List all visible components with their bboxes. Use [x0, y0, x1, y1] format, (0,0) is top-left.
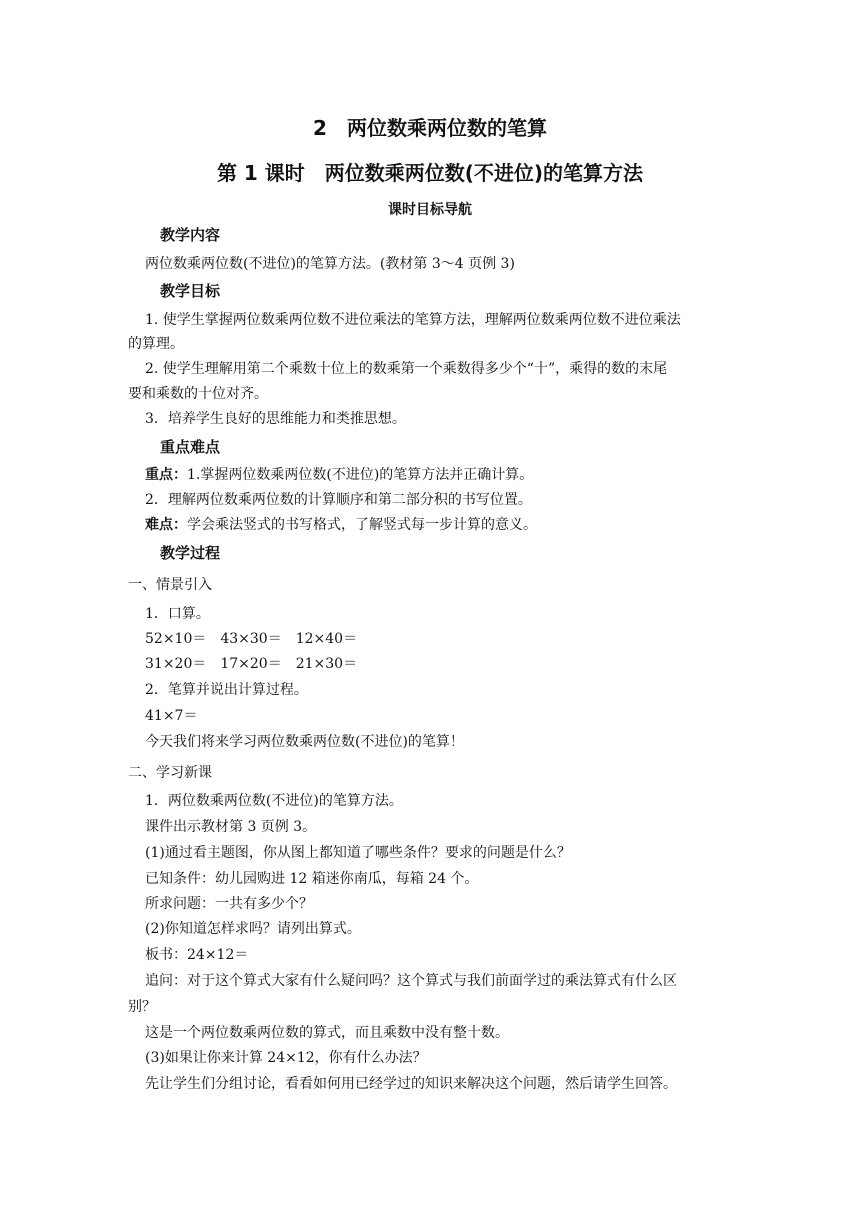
part-1-line-4: 2．笔算并说出计算过程。	[145, 682, 308, 698]
part-2-line-1: 1．两位数乘两位数(不进位)的笔算方法。	[145, 793, 403, 809]
part-2-line-11: 先让学生们分组讨论，看看如何用已经学过的知识来解决这个问题，然后请学生回答。	[145, 1076, 677, 1092]
part-2-line-7: 板书：24×12＝	[145, 947, 249, 963]
part-1-line-1: 1．口算。	[145, 606, 210, 622]
part-1-heading: 一、情景引入	[128, 577, 212, 593]
part-1-line-5: 41×7＝	[145, 708, 198, 724]
goal-2-line-1: 2. 使学生理解用第二个乘数十位上的数乘第一个乘数得多少个“十”，乘得的数的末尾	[145, 361, 668, 377]
key-label: 重点：	[145, 467, 187, 483]
goal-3: 3．培养学生良好的思维能力和类推思想。	[145, 411, 406, 427]
part-2-line-3: (1)通过看主题图，你从图上都知道了哪些条件？要求的问题是什么？	[145, 845, 571, 861]
part-1-line-6: 今天我们将来学习两位数乘两位数(不进位)的笔算！	[145, 734, 464, 750]
part-2-line-6: (2)你知道怎样求吗？请列出算式。	[145, 921, 361, 937]
goal-1-line-2: 的算理。	[128, 336, 184, 352]
process-heading: 教学过程	[160, 544, 221, 562]
key-text: 1.掌握两位数乘两位数(不进位)的笔算方法并正确计算。	[187, 467, 534, 483]
difficulty	[145, 516, 537, 534]
key-point	[145, 466, 533, 484]
part-2-line-9: 这是一个两位数乘两位数的算式，而且乘数中没有整十数。	[145, 1025, 509, 1041]
part-1-line-2: 52×10＝ 43×30＝ 12×40＝	[145, 631, 358, 647]
key-point-2: 2．理解两位数乘两位数的计算顺序和第二部分积的书写位置。	[145, 492, 532, 508]
lesson-title: 第 1 课时 两位数乘两位数(不进位)的笔算方法	[216, 161, 644, 185]
part-2-line-10: (3)如果让你来计算 24×12，你有什么办法？	[145, 1050, 427, 1066]
chapter-title: 2 两位数乘两位数的笔算	[313, 116, 547, 140]
goals-heading: 教学目标	[160, 282, 221, 300]
part-1-line-3: 31×20＝ 17×20＝ 21×30＝	[145, 656, 358, 672]
part-2-line-2: 课件出示教材第 3 页例 3。	[145, 819, 317, 835]
key-heading: 重点难点	[160, 438, 221, 456]
content-text: 两位数乘两位数(不进位)的笔算方法。(教材第 3～4 页例 3)	[145, 256, 515, 272]
goal-1-line-1: 1. 使学生掌握两位数乘两位数不进位乘法的笔算方法，理解两位数乘两位数不进位乘法	[145, 312, 681, 328]
part-2-line-8b: 别？	[128, 999, 156, 1015]
part-2-line-5: 所求问题：一共有多少个？	[145, 896, 313, 912]
part-2-line-4: 已知条件：幼儿园购进 12 箱迷你南瓜，每箱 24 个。	[145, 871, 479, 887]
content-heading: 教学内容	[160, 226, 221, 244]
part-2-line-8a: 追问：对于这个算式大家有什么疑问吗？这个算式与我们前面学过的乘法算式有什么区	[145, 973, 677, 989]
part-2-heading: 二、学习新课	[128, 765, 212, 781]
difficulty-text: 学会乘法竖式的书写格式，了解竖式每一步计算的意义。	[187, 517, 537, 533]
goal-2-line-2: 要和乘数的十位对齐。	[128, 386, 268, 402]
difficulty-label: 难点：	[145, 517, 187, 533]
nav-title: 课时目标导航	[388, 202, 472, 218]
